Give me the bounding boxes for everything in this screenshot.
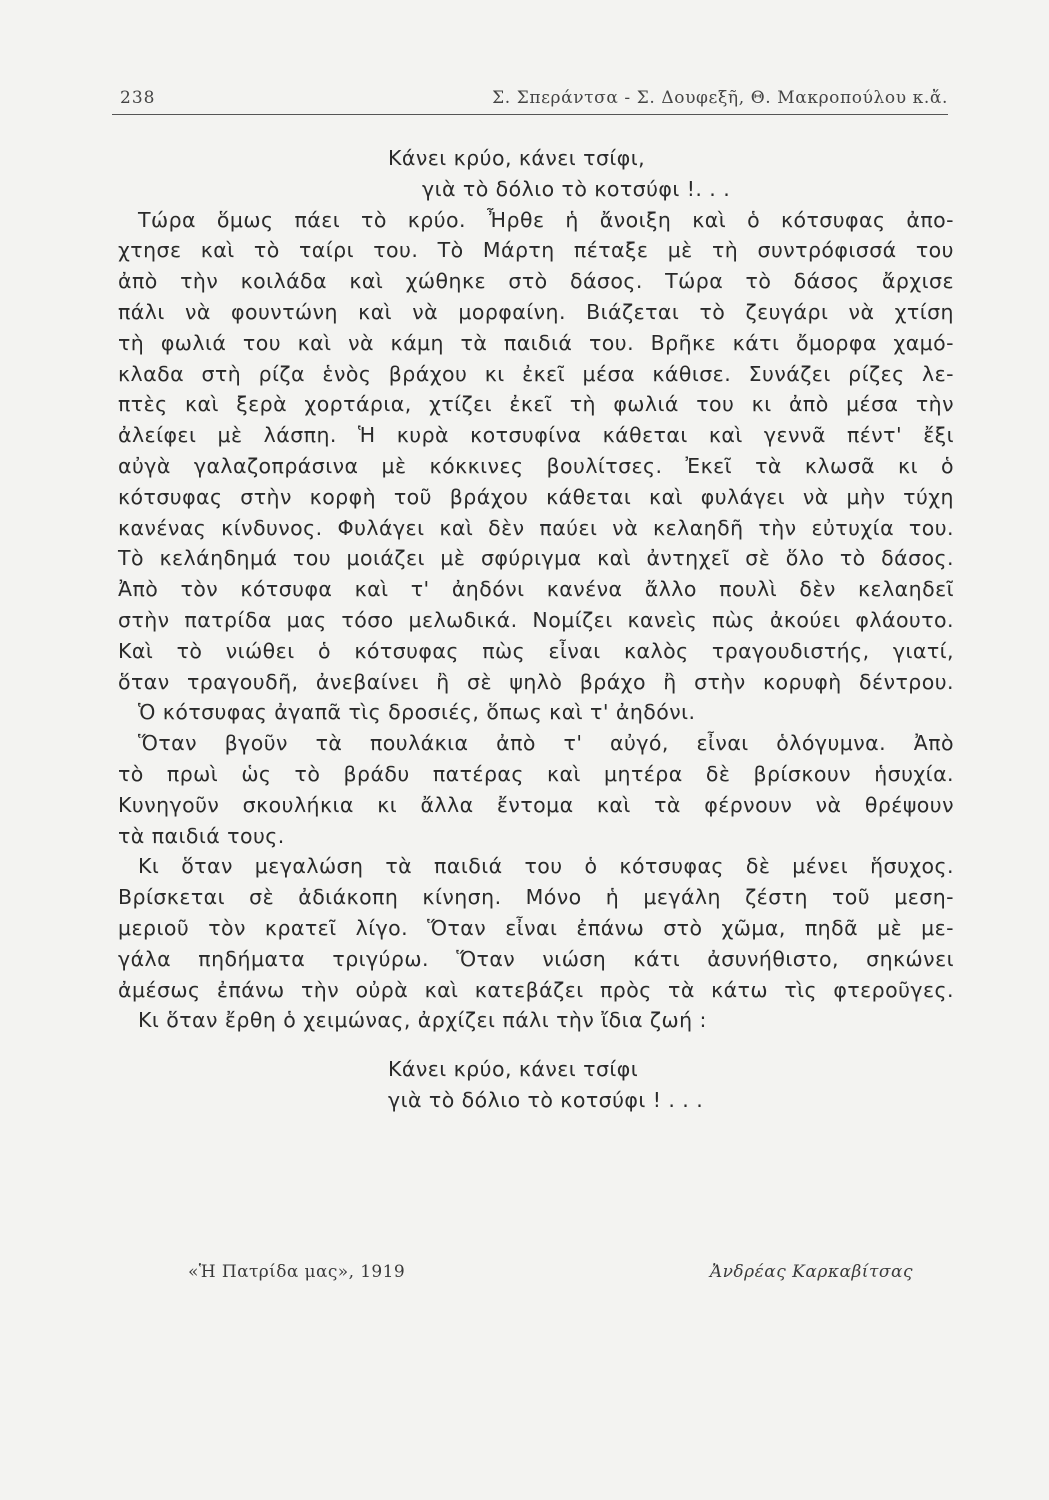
paragraph-1 (118, 205, 954, 698)
text-line: Βρίσκεται σὲ ἀδιάκοπη κίνηση. Μόνο ἡ μεγάλη ζέστη τοῦ μεση- (118, 885, 954, 910)
text-line: Ὁ κότσυφας ἀγαπᾶ τὶς δροσιές, ὅπως καὶ τ' ἀηδόνι. (138, 700, 696, 725)
paragraph-2 (118, 697, 954, 728)
body-text (118, 143, 954, 1116)
text-line: τὸ πρωὶ ὡς τὸ βράδυ πατέρας καὶ μητέρα δὲ βρίσκουν ἡσυχία. (118, 761, 954, 786)
text-line: ἀπὸ τὴν κοιλάδα καὶ χώθηκε στὸ δάσος. Τώρα τὸ δάσος ἄρχισε (118, 269, 954, 294)
text-line: κανένας κίνδυνος. Φυλάγει καὶ δὲν παύει νὰ κελαηδῆ τὴν εὐτυχία του. (118, 515, 954, 540)
author-name: Ἀνδρέας Καρκαβίτσας (709, 1262, 913, 1282)
verse-line: Κάνει κρύο, κάνει τσίφι (388, 1057, 639, 1082)
running-head: Σ. Σπεράντσα - Σ. Δουφεξῆ, Θ. Μακροπούλου κ.ἄ. (492, 88, 948, 108)
page-number: 238 (120, 88, 156, 108)
verse-gap (118, 1036, 954, 1054)
source-citation: «Ἡ Πατρίδα μας», 1919 (188, 1262, 406, 1282)
text-line: μεριοῦ τὸν κρατεῖ λίγο. Ὅταν εἶναι ἐπάνω στὸ χῶμα, πηδᾶ μὲ με- (118, 915, 954, 940)
page-header (120, 80, 948, 114)
text-line: τὴ φωλιά του καὶ νὰ κάμη τὰ παιδιά του. Βρῆκε κάτι ὄμορφα χαμό- (118, 330, 954, 355)
text-line: Τὸ κελάηδημά του μοιάζει μὲ σφύριγμα καὶ ἀντηχεῖ σὲ ὅλο τὸ δάσος. (118, 546, 954, 571)
text-line: Ἀπὸ τὸν κότσυφα καὶ τ' ἀηδόνι κανένα ἄλλο πουλὶ δὲν κελαηδεῖ (118, 577, 954, 602)
verse-line: γιὰ τὸ δόλιο τὸ κοτσύφι !. . . (422, 176, 731, 201)
text-line: Κυνηγοῦν σκουλήκια κι ἄλλα ἔντομα καὶ τὰ φέρνουν νὰ θρέψουν (118, 792, 954, 817)
text-line: ἀλείφει μὲ λάσπη. Ἡ κυρὰ κοτσυφίνα κάθεται καὶ γεννᾶ πέντ' ἔξι (118, 423, 954, 448)
text-line: στὴν πατρίδα μας τόσο μελωδικά. Νομίζει κανεὶς πὼς ἀκούει φλάουτο. (118, 607, 954, 632)
header-rule (112, 114, 948, 115)
text-line: ὅταν τραγουδῆ, ἀνεβαίνει ἢ σὲ ψηλὸ βράχο ἢ στὴν κορυφὴ δέντρου. (118, 669, 954, 694)
text-line: Ὅταν βγοῦν τὰ πουλάκια ἀπὸ τ' αὐγό, εἶναι ὁλόγυμνα. Ἀπὸ (138, 731, 954, 756)
text-line: χτησε καὶ τὸ ταίρι του. Τὸ Μάρτη πέταξε μὲ τὴ συντρόφισσά του (118, 238, 954, 263)
verse-line: Κάνει κρύο, κάνει τσίφι, (388, 146, 646, 170)
text-line: ἀμέσως ἐπάνω τὴν οὐρὰ καὶ κατεβάζει πρὸς τὰ κάτω τὶς φτεροῦγες. (118, 977, 954, 1002)
verse-line: γιὰ τὸ δόλιο τὸ κοτσύφι ! . . . (388, 1087, 704, 1112)
text-line: πτὲς καὶ ξερὰ χορτάρια, χτίζει ἐκεῖ τὴ φωλιά του κι ἀπὸ μέσα τὴν (118, 392, 954, 417)
attribution (118, 1262, 958, 1292)
text-line: πάλι νὰ φουντώνη καὶ νὰ μορφαίνη. Βιάζεται τὸ ζευγάρι νὰ χτίση (118, 299, 954, 324)
paragraph-4 (118, 851, 954, 1005)
paragraph-3 (118, 728, 954, 851)
text-line: Τώρα ὅμως πάει τὸ κρύο. Ἦρθε ἡ ἄνοιξη καὶ ὁ κότσυφας ἀπο- (138, 207, 954, 232)
text-line: Κι ὅταν μεγαλώση τὰ παιδιά του ὁ κότσυφας δὲ μένει ἥσυχος. (138, 854, 954, 879)
text-line: τὰ παιδιά τους. (118, 823, 285, 848)
text-line: Κι ὅταν ἔρθη ὁ χειμώνας, ἀρχίζει πάλι τὴν ἴδια ζωή : (138, 1008, 707, 1033)
paragraph-5 (118, 1005, 954, 1036)
text-line: γάλα πηδήματα τριγύρω. Ὅταν νιώση κάτι ἀσυνήθιστο, σηκώνει (118, 946, 954, 971)
text-line: κότσυφας στὴν κορφὴ τοῦ βράχου κάθεται καὶ φυλάγει νὰ μὴν τύχη (118, 484, 954, 509)
text-line: Καὶ τὸ νιώθει ὁ κότσυφας πὼς εἶναι καλὸς τραγουδιστής, γιατί, (118, 638, 954, 663)
text-line: αὐγὰ γαλαζοπράσινα μὲ κόκκινες βουλίτσες. Ἐκεῖ τὰ κλωσᾶ κι ὁ (118, 453, 954, 478)
text-line: κλαδα στὴ ρίζα ἑνὸς βράχου κι ἐκεῖ μέσα κάθισε. Συνάζει ρίζες λε- (118, 361, 954, 386)
